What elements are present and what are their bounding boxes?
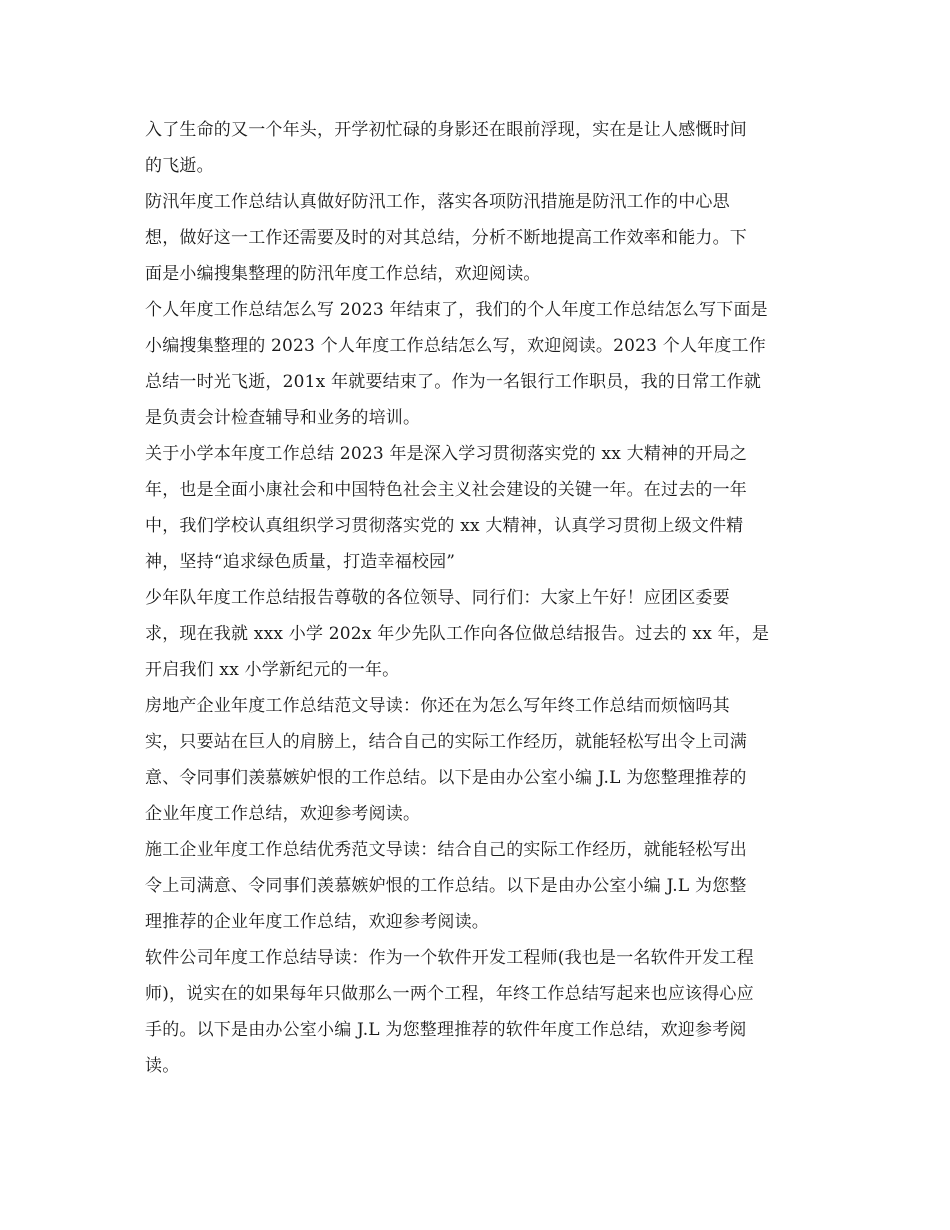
text-line: 手的。以下是由办公室小编 J.L 为您整理推荐的软件年度工作总结，欢迎参考阅 (145, 1020, 747, 1040)
text-line: 入了生命的又一个年头，开学初忙碌的身影还在眼前浮现，实在是让人感慨时间 (145, 120, 747, 140)
text-line: 关于小学本年度工作总结 2023 年是深入学习贯彻落实党的 xx 大精神的开局之 (145, 444, 748, 464)
text-line: 防汛年度工作总结认真做好防汛工作，落实各项防汛措施是防汛工作的中心思 (145, 192, 730, 212)
text-line: 小编搜集整理的 2023 个人年度工作总结怎么写，欢迎阅读。2023 个人年度工作 (145, 336, 766, 356)
text-line: 神，坚持“追求绿色质量，打造幸福校园” (145, 552, 456, 572)
text-line: 少年队年度工作总结报告尊敬的各位领导、同行们：大家上午好！应团区委要 (145, 588, 730, 608)
text-line: 面是小编搜集整理的防汛年度工作总结，欢迎阅读。 (145, 264, 541, 284)
text-line: 企业年度工作总结，欢迎参考阅读。 (145, 804, 421, 824)
text-line: 实，只要站在巨人的肩膀上，结合自己的实际工作经历，就能轻松写出令上司满 (145, 732, 747, 752)
text-line: 师)，说实在的如果每年只做那么一两个工程，年终工作总结写起来也应该得心应 (145, 984, 754, 1004)
text-line: 总结一时光飞逝，201x 年就要结束了。作为一名银行工作职员，我的日常工作就 (145, 372, 762, 392)
text-line: 年，也是全面小康社会和中国特色社会主义社会建设的关键一年。在过去的一年 (145, 480, 747, 500)
text-line: 开启我们 xx 小学新纪元的一年。 (145, 660, 400, 680)
text-line: 软件公司年度工作总结导读：作为一个软件开发工程师(我也是一名软件开发工程 (145, 948, 754, 968)
text-line: 想，做好这一工作还需要及时的对其总结，分析不断地提高工作效率和能力。下 (145, 228, 747, 248)
text-line: 的飞逝。 (145, 156, 214, 176)
document-body (145, 112, 810, 1084)
text-line: 施工企业年度工作总结优秀范文导读：结合自己的实际工作经历，就能轻松写出 (145, 840, 747, 860)
text-line: 意、令同事们羡慕嫉妒恨的工作总结。以下是由办公室小编 J.L 为您整理推荐的 (145, 768, 747, 788)
text-line: 中，我们学校认真组织学习贯彻落实党的 xx 大精神，认真学习贯彻上级文件精 (145, 516, 744, 536)
text-line: 理推荐的企业年度工作总结，欢迎参考阅读。 (145, 912, 489, 932)
text-line: 读。 (145, 1056, 180, 1076)
text-line: 房地产企业年度工作总结范文导读：你还在为怎么写年终工作总结而烦恼吗其 (145, 696, 730, 716)
text-line: 个人年度工作总结怎么写 2023 年结束了，我们的个人年度工作总结怎么写下面是 (145, 300, 768, 320)
text-line: 令上司满意、令同事们羡慕嫉妒恨的工作总结。以下是由办公室小编 J.L 为您整 (145, 876, 747, 896)
text-line: 是负责会计检查辅导和业务的培训。 (145, 408, 421, 428)
text-line: 求，现在我就 xxx 小学 202x 年少先队工作向各位做总结报告。过去的 xx 年，是 (145, 624, 770, 644)
